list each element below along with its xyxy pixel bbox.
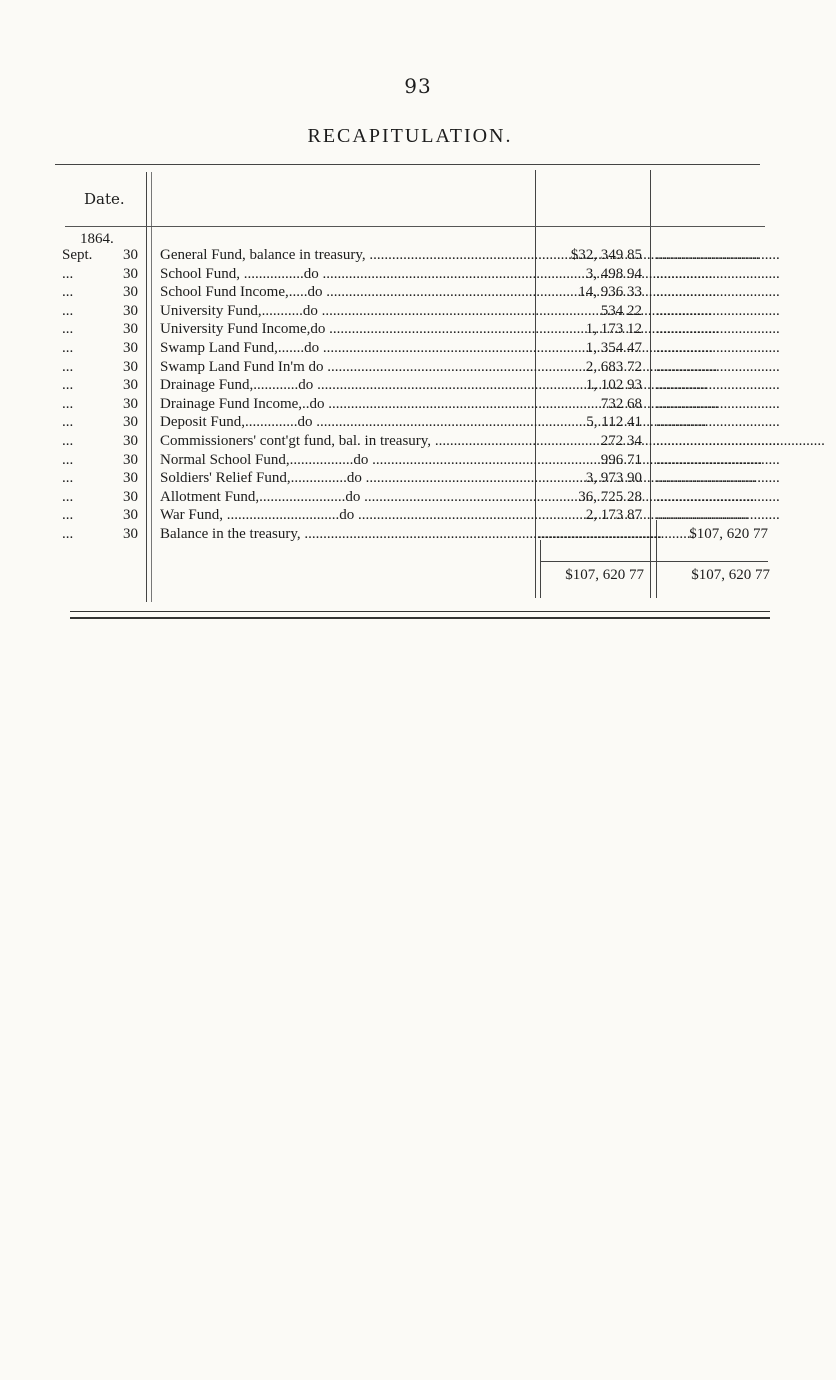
ledger-row	[0, 414, 836, 433]
row-day: 30	[123, 265, 138, 282]
row-day: 30	[123, 488, 138, 505]
date-column-header: Date.	[84, 190, 125, 208]
row-month: ...	[62, 284, 74, 301]
row-amount: 1, 102 93	[585, 377, 642, 394]
page-title: RECAPITULATION.	[307, 125, 513, 147]
ledger-row	[0, 526, 836, 545]
row-description: University Fund Income,do .....	[160, 321, 532, 338]
row-amount: .................................	[538, 525, 662, 542]
row-total: .................................	[656, 395, 780, 412]
ledger-rows	[0, 247, 836, 545]
ledger-row	[0, 303, 836, 322]
row-description: Commissioners' cont'gt fund, bal. in treasury, .....	[160, 433, 532, 450]
row-amount: 996 71	[600, 451, 642, 468]
row-total: .................................	[656, 265, 780, 282]
row-total: .................................	[656, 247, 780, 263]
header-rule	[65, 226, 765, 227]
row-day: 30	[123, 302, 138, 319]
row-amount: 1, 173 12	[585, 321, 642, 338]
row-description: Allotment Fund,.......................do .....	[160, 489, 532, 506]
row-description: Swamp Land Fund,.......do .....	[160, 340, 532, 357]
row-amount: 36, 725 28	[578, 488, 642, 505]
row-day: 30	[123, 432, 138, 449]
row-total: .................................	[656, 321, 780, 338]
row-month: ...	[62, 507, 74, 524]
ledger-row	[0, 433, 836, 452]
top-rule	[55, 164, 760, 165]
row-month: ...	[62, 265, 74, 282]
row-month: ...	[62, 321, 74, 338]
row-amount: 5, 112 41	[586, 414, 642, 431]
bottom-rule	[70, 617, 770, 619]
row-total: .................................	[656, 284, 780, 301]
row-total: .................................	[656, 339, 780, 356]
row-month: ...	[62, 470, 74, 487]
row-amount: 14, 936 33	[578, 284, 642, 301]
ledger-row	[0, 359, 836, 378]
row-description: Soldiers' Relief Fund,...............do .....	[160, 470, 532, 487]
ledger-row	[0, 340, 836, 359]
row-day: 30	[123, 247, 138, 263]
row-month: ...	[62, 358, 74, 375]
ledger-row	[0, 507, 836, 526]
total-balance: $107, 620 77	[691, 567, 770, 583]
row-month: ...	[62, 302, 74, 319]
row-description: University Fund,...........do .....	[160, 303, 532, 320]
row-description: Balance in the treasury, .....	[160, 526, 532, 543]
ledger-row	[0, 266, 836, 285]
row-total: .................................	[656, 488, 780, 505]
row-description: School Fund Income,.....do .....	[160, 284, 532, 301]
row-total: .................................	[656, 414, 780, 431]
row-day: 30	[123, 414, 138, 431]
row-month: ...	[62, 339, 74, 356]
bottom-rule	[70, 611, 770, 612]
row-month: ...	[62, 432, 74, 449]
row-month: ...	[62, 525, 74, 542]
row-total: $107, 620 77	[689, 525, 768, 542]
row-month: ...	[62, 488, 74, 505]
row-description: Deposit Fund,..............do .....	[160, 414, 532, 431]
row-amount: 2, 683 72	[585, 358, 642, 375]
row-total: .................................	[656, 377, 780, 394]
ledger-row	[0, 247, 836, 266]
row-day: 30	[123, 525, 138, 542]
row-month: ...	[62, 451, 74, 468]
row-description: Swamp Land Fund In'm do .....	[160, 359, 532, 376]
row-total: .................................	[656, 358, 780, 375]
row-total: .................................	[656, 432, 780, 449]
row-amount: 272 34	[600, 432, 642, 449]
total-amount: $107, 620 77	[565, 567, 644, 583]
row-description: General Fund, balance in treasury, .....	[160, 247, 532, 264]
row-day: 30	[123, 470, 138, 487]
row-day: 30	[123, 377, 138, 394]
ledger-row	[0, 470, 836, 489]
row-amount: 1, 354 47	[585, 339, 642, 356]
ledger-row	[0, 321, 836, 340]
page-number: 93	[404, 74, 432, 98]
row-amount: 732 68	[600, 395, 642, 412]
totals-rule	[540, 561, 768, 562]
row-month: ...	[62, 414, 74, 431]
row-total: .................................	[656, 507, 780, 524]
row-month: Sept.	[62, 247, 93, 263]
row-amount: 3, 973 90	[585, 470, 642, 487]
row-description: Normal School Fund,.................do .....	[160, 452, 532, 469]
row-description: Drainage Fund Income,..do .....	[160, 396, 532, 413]
row-total: .................................	[656, 302, 780, 319]
row-day: 30	[123, 284, 138, 301]
row-day: 30	[123, 395, 138, 412]
row-month: ...	[62, 395, 74, 412]
row-amount: $32, 349 85	[570, 247, 642, 263]
ledger-row	[0, 452, 836, 471]
row-description: Drainage Fund,............do .....	[160, 377, 532, 394]
row-day: 30	[123, 358, 138, 375]
row-amount: 3, 498 94	[585, 265, 642, 282]
ledger-row	[0, 377, 836, 396]
row-total: .................................	[656, 451, 780, 468]
row-month: ...	[62, 377, 74, 394]
row-day: 30	[123, 451, 138, 468]
year-label: 1864.	[80, 231, 114, 247]
ledger-row	[0, 396, 836, 415]
row-day: 30	[123, 507, 138, 524]
row-description: School Fund, ................do .....	[160, 266, 532, 283]
ledger-row	[0, 489, 836, 508]
row-amount: 534 22	[600, 302, 642, 319]
row-day: 30	[123, 321, 138, 338]
row-total: .................................	[656, 470, 780, 487]
row-day: 30	[123, 339, 138, 356]
row-description: War Fund, ..............................do .....	[160, 507, 532, 524]
ledger-row	[0, 284, 836, 303]
row-amount: 2, 173 87	[585, 507, 642, 524]
